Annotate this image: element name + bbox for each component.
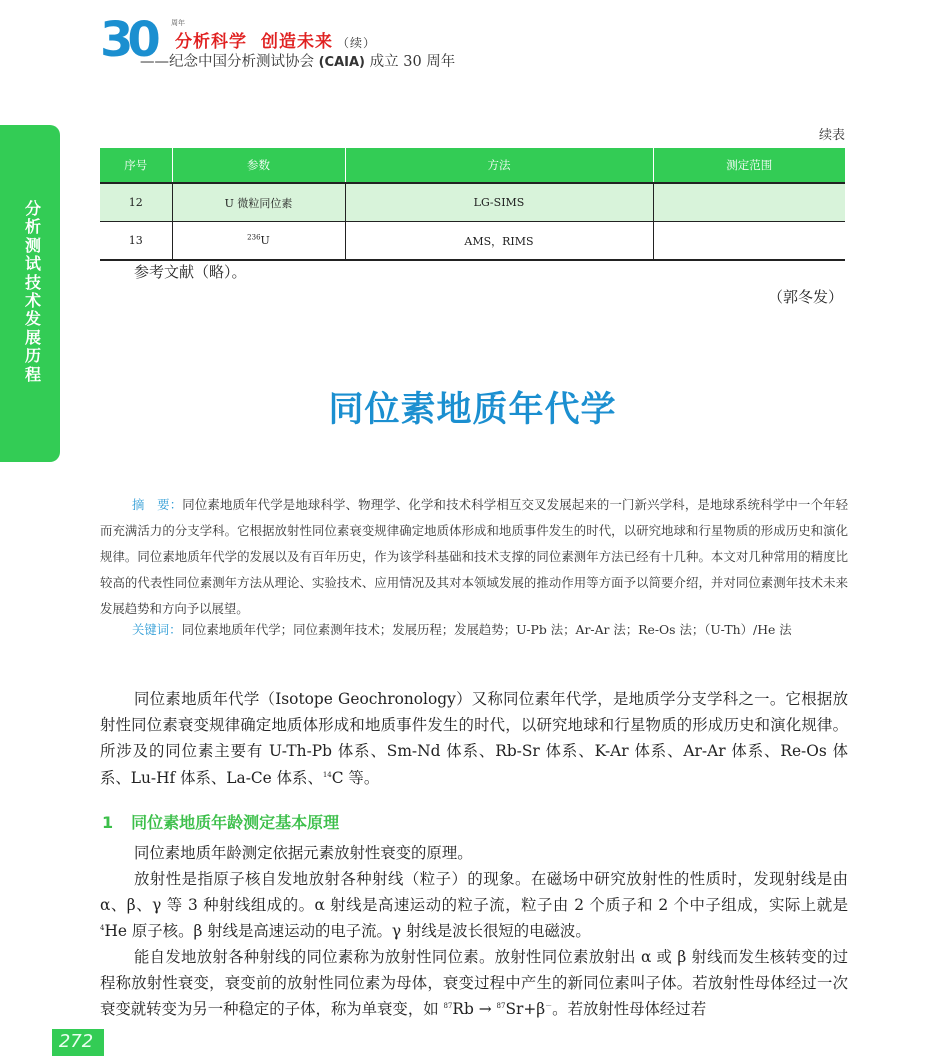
logo-suffix: 周年 <box>171 19 185 27</box>
abstract <box>100 492 848 622</box>
table-cell: U 微粒同位素 <box>172 183 345 222</box>
table-cell: $^{236}$U <box>172 222 345 261</box>
paragraph: 能自发地放射各种射线的同位素称为放射性同位素。放射性同位素放射出 α 或 β 射线而发生核转变的过程称放射性衰变，衰变前的放射性同位素为母体，衰变过程中产生的新同位素叫子体。若放射性母体经过一次衰变就转变为另一种稳定的子体，称为单衰变，如 $^{87}$Rb → $^{87}$Sr+β－。若放射性母体经过若 <box>100 948 848 1019</box>
slogan <box>175 27 376 52</box>
table-row <box>100 183 845 222</box>
table-cell <box>653 183 845 222</box>
page-header <box>100 14 600 74</box>
table-continued-label: 续表 <box>818 128 845 143</box>
paragraph: 同位素地质年龄测定依据元素放射性衰变的原理。 <box>134 844 473 862</box>
section-heading <box>102 810 339 833</box>
abstract-label: 摘 要： <box>132 497 183 512</box>
page-number: 272 <box>58 1031 94 1052</box>
table-cell: LG-SIMS <box>345 183 653 222</box>
keywords <box>132 617 852 643</box>
table-cell <box>653 222 845 261</box>
slogan-continued: （续） <box>337 36 377 50</box>
table-header-cell: 参数 <box>172 148 345 183</box>
intro-paragraph: 同位素地质年代学（Isotope Geochronology）又称同位素年代学，是地质学分支学科之一。它根据放射性同位素衰变规律确定地质体形成和地质事件发生的时代，以研究地球和行星物质的形成历史和演化规律。所涉及的同位素主要有 U-Th-Pb 体系、Sm-Nd 体系、Rb-Sr 体系、K-Ar 体系、Ar-Ar 体系、Re-Os 体系、Lu-Hf 体系、La-Ce 体系、$^{14}$C 等。 <box>100 690 848 787</box>
parameter-table <box>100 148 845 261</box>
section-title: 同位素地质年龄测定基本原理 <box>131 813 340 832</box>
author-name: （郭冬发） <box>767 288 843 306</box>
table-row <box>100 222 845 261</box>
anniversary-logo: 30 <box>100 12 155 68</box>
slogan-part1: 分析科学 <box>175 32 247 52</box>
article-title: 同位素地质年代学 <box>328 390 617 430</box>
table-cell: 13 <box>100 222 172 261</box>
keywords-text: 同位素地质年代学；同位素测年技术；发展历程；发展趋势；U-Pb 法；Ar-Ar 法；Re-Os 法；（U-Th）/He 法 <box>181 622 792 637</box>
sidebar-label: 分析测试技术发展历程 <box>24 199 41 384</box>
section-number: 1 <box>102 813 114 832</box>
keywords-label: 关键词： <box>132 622 182 637</box>
table-header-row <box>100 148 845 183</box>
paragraph: 放射性是指原子核自发地放射各种射线（粒子）的现象。在磁场中研究放射性的性质时，发现射线是由 α、β、γ 等 3 种射线组成的。α 射线是高速运动的粒子流，粒子由 2 个质子和 2 个中子组成，实际上就是$^4$He 原子核。β 射线是高速运动的电子流。γ 射线是波长很短的电磁波。 <box>100 870 848 941</box>
abstract-text: 同位素地质年代学是地球科学、物理学、化学和技术科学相互交叉发展起来的一门新兴学科，是地球系统科学中一个年轻而充满活力的分支学科。它根据放射性同位素衰变规律确定地质体形成和地质事件发生的时代，以研究地球和行星物质的形成历史和演化规律。同位素地质年代学的发展以及有百年历史，作为该学科基础和技术支撑的同位素测年方法已经有十几种。本文对几种常用的精度比较高的代表性同位素测年方法从理论、实验技术、应用情况及其对本领域发展的推动作用等方面予以简要介绍，并对同位素测年技术未来发展趋势和方向予以展望。 <box>100 497 849 616</box>
slogan-part2: 创造未来 <box>261 32 333 52</box>
table-cell: 12 <box>100 183 172 222</box>
header-subtitle: ——纪念中国分析测试协会 (CAIA) 成立 30 周年 <box>140 54 456 70</box>
references-note: 参考文献（略）。 <box>134 263 247 281</box>
table-header-cell: 测定范围 <box>653 148 845 183</box>
table-header-cell: 方法 <box>345 148 653 183</box>
table-header-cell: 序号 <box>100 148 172 183</box>
table-cell: AMS，RIMS <box>345 222 653 261</box>
